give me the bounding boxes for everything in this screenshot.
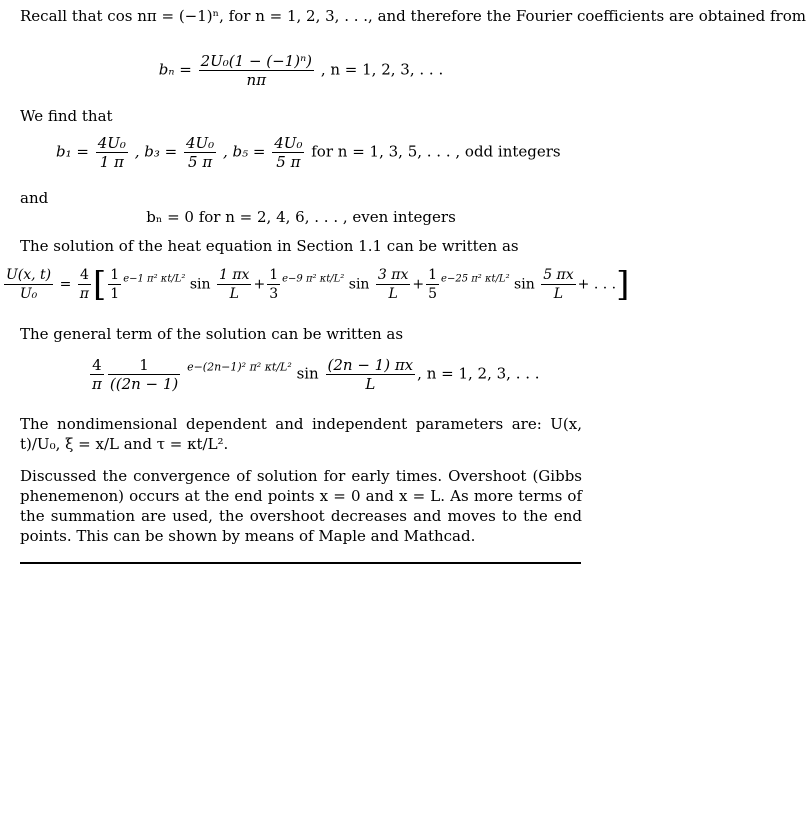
paragraph-recall: Recall that cos nπ = (−1)ⁿ, for n = 1, 2, 3, . . ., and therefore the Fourier coefficients are obtained from: [20, 7, 806, 25]
eq2-b1-fraction: [96, 134, 128, 171]
eq4-t1-arg-num: 1 πx: [218, 267, 250, 283]
eq5-factor: [108, 356, 180, 393]
eq4-t3-fraction: [426, 266, 439, 303]
eq2-b1: b₁ =: [56, 142, 89, 161]
eq4-t2-fraction: [267, 266, 280, 303]
eq4-t2-arg: [376, 266, 410, 303]
eq2-b3-den: 5 π: [188, 153, 213, 171]
paragraph-convergence: Discussed the convergence of solution for early times. Overshoot (Gibbs phenemenon) occurs at the end points x = 0 and x = L. As more terms of the summation are used, the overshoot decreases and moves to the end points. This can be shown by means of Maple and Mathcad.: [20, 467, 582, 545]
eq5-arg-den: L: [365, 375, 376, 393]
equation-even-coefficients: bₙ = 0 for n = 2, 4, 6, . . . , even integers: [146, 208, 456, 226]
eq4-t3-sin: sin: [514, 276, 535, 293]
eq5-range: , n = 1, 2, 3, . . .: [417, 364, 540, 383]
equation-series-solution: $\frac{U(x, t)}{\text{U₀}}$ = $\frac{4}{\pi}$ [ $\frac{1}{1}$ $^{e-1 \pi^2 \kappa t/L^2}$ sin $\frac{1 \pi x}{L}$ + $\frac{1}{3}$ $^{e-9 \pi^2 \kappa t/L^2}$ sin $\frac{3 \pi x}{L}$ + $\frac{1}{5}$ $^{e-25 \pi^2 \kappa t/L^2}$ sin $\frac{5 \pi x}{L}$ + . . .]: [6, 264, 630, 305]
eq4-lhs-den: U₀: [19, 286, 38, 302]
paragraph-general-term: The general term of the solution can be written as: [20, 325, 404, 343]
eq4-equals: =: [59, 276, 72, 293]
eq4-t2-arg-num: 3 πx: [377, 267, 409, 283]
eq4-t3-arg-num: 5 πx: [543, 267, 574, 283]
eq2-b3-fraction: [184, 134, 216, 171]
eq5-coef: [90, 356, 104, 393]
eq1-numerator: 2U₀(1 − (−1)ⁿ): [200, 52, 313, 70]
eq4-ellipsis: + . . .: [577, 276, 617, 293]
eq2-b1-den: 1 π: [99, 153, 124, 171]
paragraph-solution-intro: The solution of the heat equation in Section 1.1 can be written as: [20, 237, 519, 255]
eq1-lhs: bₙ =: [158, 60, 192, 79]
eq5-factor-den: ((2n − 1): [109, 375, 179, 393]
equation-odd-coefficients: [56, 134, 618, 171]
paragraph-nondimensional: The nondimensional dependent and independent parameters are: U(x, t)/U₀, ξ = x/L and τ = κt/L².: [20, 415, 582, 453]
eq4-coef-fraction: [78, 266, 91, 303]
eq4-t2-num: 1: [269, 267, 279, 283]
eq4-t3-arg: [541, 266, 575, 303]
eq4-coef-den: π: [79, 286, 89, 302]
eq2-b1-num: 4U₀: [97, 134, 126, 152]
eq4-t1-num: 1: [110, 267, 120, 283]
eq2-b5: , b₅ =: [222, 142, 266, 161]
eq4-t1-sin: sin: [189, 276, 211, 293]
eq2-condition: for n = 1, 3, 5, . . . , odd integers: [311, 142, 561, 161]
equation-bn: [20, 52, 582, 89]
eq4-coef-num: 4: [78, 266, 91, 285]
eq4-t1-fraction: [108, 266, 121, 303]
eq4-lhs-num: U(x, t): [6, 267, 52, 283]
eq4-t2-den: 3: [269, 286, 279, 302]
eq2-b5-den: 5 π: [276, 153, 301, 171]
eq5-coef-num: 4: [90, 356, 104, 375]
eq2-b3: , b₃ =: [134, 142, 178, 161]
left-bracket: [: [93, 264, 107, 305]
eq4-lhs-fraction: [4, 266, 53, 303]
equation-general-term: [88, 356, 650, 393]
eq4-t2-arg-den: L: [388, 286, 398, 302]
eq5-coef-den: π: [92, 375, 102, 393]
eq5-arg: [326, 356, 416, 393]
eq4-t1-exponential: e−1 π² κt/L²: [123, 273, 186, 285]
eq4-t1-arg-den: L: [229, 286, 239, 302]
paragraph-and: and: [20, 189, 49, 207]
eq5-factor-num: 1: [108, 356, 180, 375]
eq4-t1-den: 1: [110, 286, 120, 302]
eq5-exponential: e−(2n−1)² π² κt/L²: [187, 360, 292, 374]
eq5-arg-num: (2n − 1) πx: [327, 356, 414, 374]
eq2-b5-fraction: [272, 134, 304, 171]
eq2-b5-num: 4U₀: [274, 134, 303, 152]
eq5-sin: sin: [296, 364, 319, 383]
eq4-t2-sin: sin: [348, 276, 370, 293]
right-bracket: ]: [616, 264, 630, 305]
eq1-range: , n = 1, 2, 3, . . .: [320, 60, 444, 79]
section-rule: [20, 562, 581, 564]
eq4-t2-exponential: e−9 π² κt/L²: [282, 273, 345, 285]
eq1-denominator: nπ: [246, 71, 267, 89]
eq2-b3-num: 4U₀: [186, 134, 215, 152]
eq4-t3-den: 5: [428, 286, 438, 302]
eq4-t3-arg-den: L: [553, 286, 564, 302]
paragraph-we-find: We find that: [20, 107, 113, 125]
eq1-fraction: [199, 52, 314, 89]
eq4-t1-arg: [217, 266, 251, 303]
eq4-t3-num: 1: [428, 267, 438, 283]
eq4-t3-exponential: e−25 π² κt/L²: [441, 273, 510, 285]
